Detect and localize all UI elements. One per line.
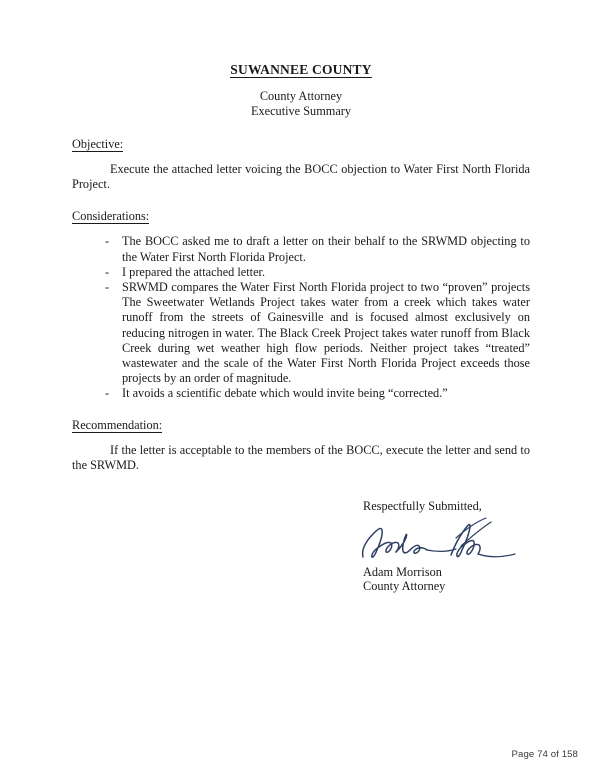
list-item	[72, 234, 530, 264]
bullet-dash-icon: -	[105, 264, 110, 279]
document-subtitle	[72, 89, 530, 118]
subtitle-doctype: Executive Summary	[250, 103, 352, 118]
objective-heading-text: Objective:	[72, 137, 124, 151]
document-body	[72, 62, 530, 593]
list-item	[72, 280, 530, 386]
bullet-dash-icon: -	[105, 234, 110, 249]
handwritten-signature-icon	[355, 516, 520, 564]
list-item-text: It avoids a scientific debate which would invite being “corrected.”	[122, 386, 448, 401]
signatory-title: County Attorney	[363, 579, 446, 594]
recommendation-heading-text: Recommendation:	[72, 417, 163, 432]
signatory-name: Adam Morrison	[363, 565, 442, 580]
recommendation-heading	[72, 418, 530, 433]
bullet-dash-icon: -	[105, 280, 110, 295]
list-item	[72, 265, 530, 280]
list-item-text: I prepared the attached letter.	[122, 264, 266, 279]
signature-closing: Respectfully Submitted,	[363, 499, 482, 514]
subtitle-department: County Attorney	[259, 89, 343, 103]
signature-block	[72, 499, 530, 593]
list-item-text: The BOCC asked me to draft a letter on their behalf to the SRWMD objecting to the Water First North Florida Project.	[122, 234, 530, 264]
objective-paragraph: Execute the attached letter voicing the BOCC objection to Water First North Florida Project.	[72, 162, 530, 192]
recommendation-paragraph: If the letter is acceptable to the members of the BOCC, execute the letter and send to the SRWMD.	[72, 442, 530, 472]
considerations-heading-text: Considerations:	[72, 209, 150, 224]
bullet-dash-icon: -	[105, 386, 110, 401]
page-number-footer: Page 74 of 158	[511, 749, 578, 760]
considerations-list	[72, 234, 530, 401]
list-item-text: SRWMD compares the Water First North Florida project to two “proven” projects The Sweetwater Wetlands Project takes water from a creek which takes water runoff from the streets of Gainesville and is focused almost exclusively on reducing nitrogen in water. The Black Creek Project takes water runoff from Black Creek during wet weather high flow periods. Neither project takes “treated” wastewater and the scale of the Water First North Florida Project exceeds those projects by an order of magnitude.	[122, 280, 530, 386]
page-title-text: SUWANNEE COUNTY	[230, 62, 372, 77]
considerations-heading	[72, 209, 530, 224]
objective-heading	[72, 137, 530, 152]
page-title	[72, 62, 530, 78]
list-item	[72, 386, 530, 401]
